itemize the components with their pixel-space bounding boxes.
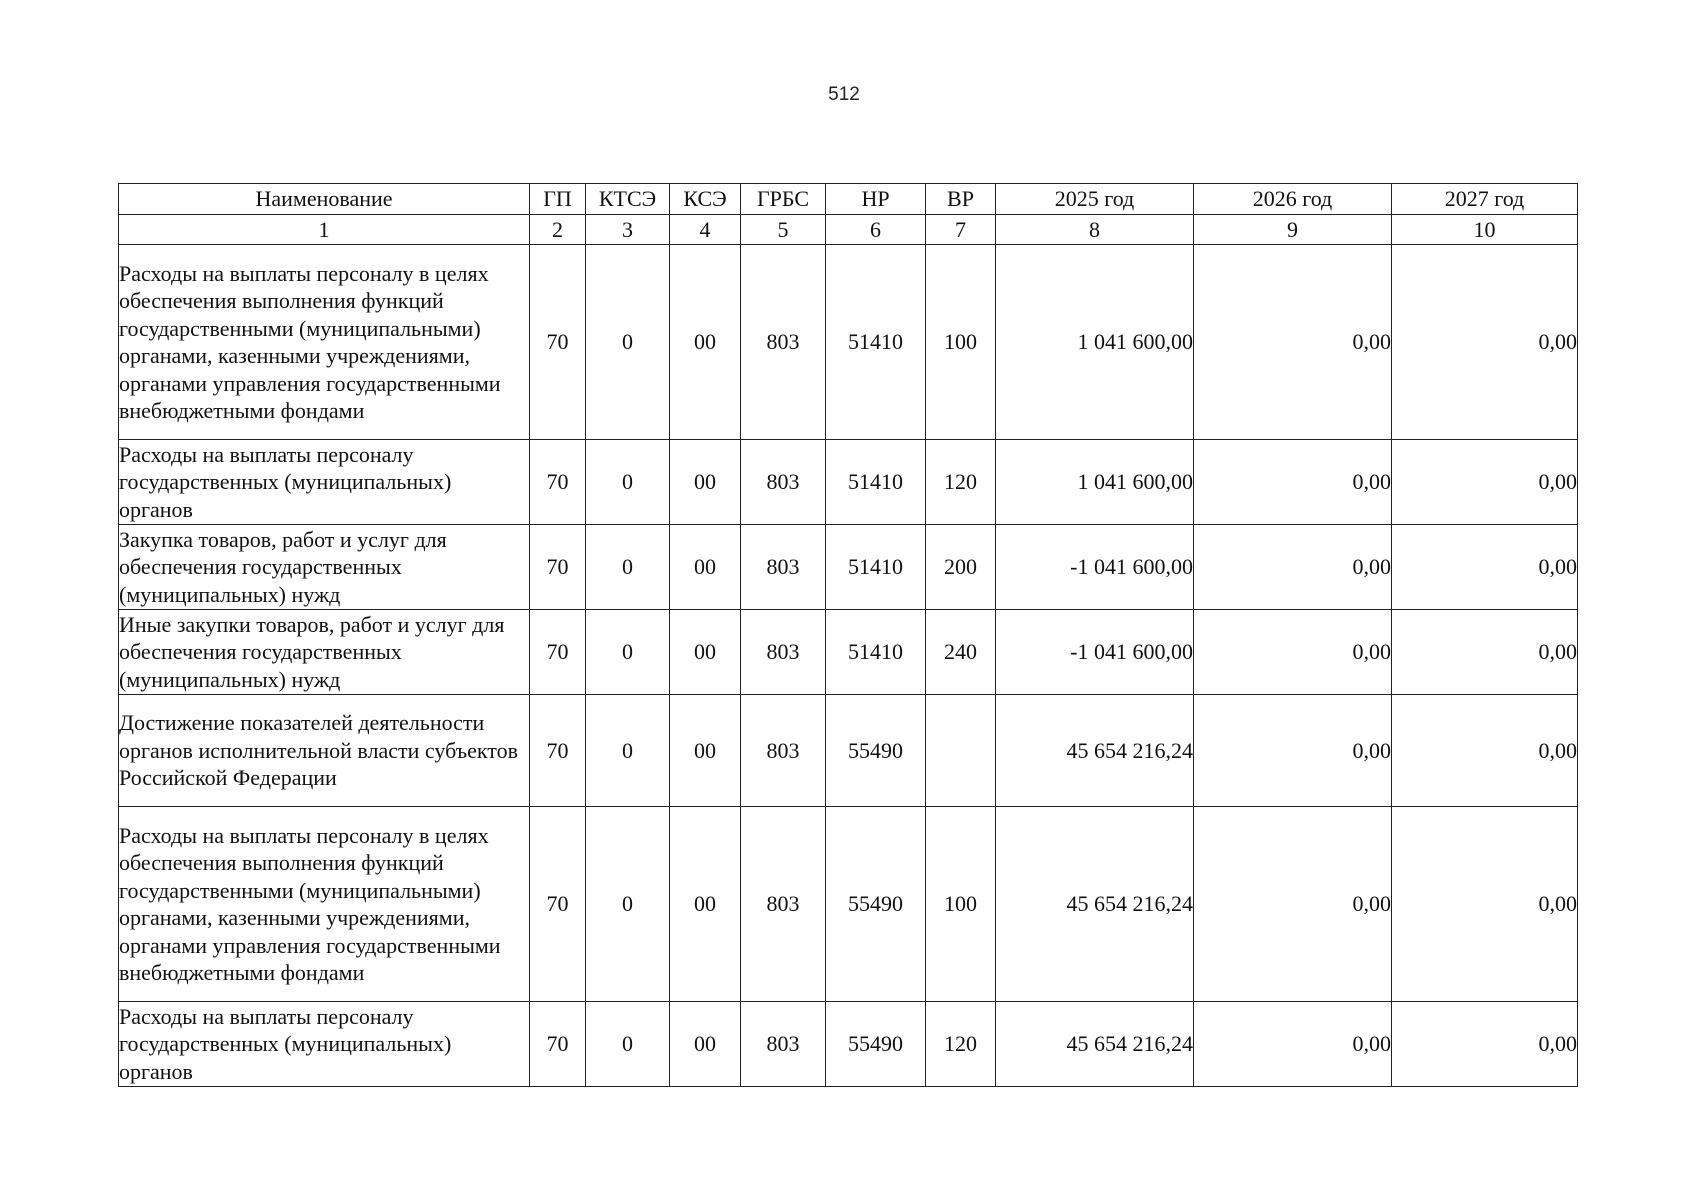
header-grbs: ГРБС [741,184,826,215]
row-gp: 70 [530,245,586,440]
row-name: Расходы на выплаты персоналу в целях обеспечения выполнения функций государственными (муниципальными) органами, казенными учреждениями, органами управления государственными внебюджетными фондами [119,807,530,1002]
row-vr: 100 [926,807,996,1002]
row-kse: 00 [670,525,741,610]
header-row [119,184,1578,215]
row-nr: 55490 [826,807,926,1002]
column-number: 6 [826,215,926,245]
header-ktse: КТСЭ [586,184,670,215]
table-row [119,245,1578,440]
table-row [119,695,1578,807]
row-2026: 0,00 [1194,1002,1392,1087]
row-gp: 70 [530,695,586,807]
row-2026: 0,00 [1194,695,1392,807]
row-2027: 0,00 [1392,1002,1578,1087]
row-vr: 120 [926,440,996,525]
page-number: 512 [828,84,860,105]
row-name: Расходы на выплаты персоналу государственных (муниципальных) органов [119,440,530,525]
table-row [119,440,1578,525]
header-vr: ВР [926,184,996,215]
column-number: 7 [926,215,996,245]
row-vr: 100 [926,245,996,440]
row-2027: 0,00 [1392,245,1578,440]
row-grbs: 803 [741,1002,826,1087]
table-row [119,807,1578,1002]
row-gp: 70 [530,610,586,695]
row-kse: 00 [670,695,741,807]
table-row [119,610,1578,695]
header-2026: 2026 год [1194,184,1392,215]
row-vr: 120 [926,1002,996,1087]
row-name: Закупка товаров, работ и услуг для обеспечения государственных (муниципальных) нужд [119,525,530,610]
row-2025: 45 654 216,24 [996,807,1194,1002]
row-name: Достижение показателей деятельности органов исполнительной власти субъектов Российской Федерации [119,695,530,807]
row-grbs: 803 [741,610,826,695]
row-nr: 51410 [826,440,926,525]
header-2027: 2027 год [1392,184,1578,215]
row-nr: 55490 [826,1002,926,1087]
row-2026: 0,00 [1194,610,1392,695]
row-ktse: 0 [586,245,670,440]
column-number: 1 [119,215,530,245]
row-nr: 55490 [826,695,926,807]
row-nr: 51410 [826,245,926,440]
row-2025: -1 041 600,00 [996,525,1194,610]
row-2027: 0,00 [1392,807,1578,1002]
row-grbs: 803 [741,525,826,610]
row-kse: 00 [670,610,741,695]
row-ktse: 0 [586,807,670,1002]
header-2025: 2025 год [996,184,1194,215]
row-ktse: 0 [586,610,670,695]
row-grbs: 803 [741,695,826,807]
row-kse: 00 [670,807,741,1002]
row-2025: 1 041 600,00 [996,245,1194,440]
row-2025: 1 041 600,00 [996,440,1194,525]
header-gp: ГП [530,184,586,215]
row-gp: 70 [530,807,586,1002]
row-2025: -1 041 600,00 [996,610,1194,695]
row-kse: 00 [670,440,741,525]
row-2026: 0,00 [1194,440,1392,525]
column-number: 8 [996,215,1194,245]
row-gp: 70 [530,1002,586,1087]
row-2025: 45 654 216,24 [996,1002,1194,1087]
row-name: Расходы на выплаты персоналу государственных (муниципальных) органов [119,1002,530,1087]
row-kse: 00 [670,1002,741,1087]
budget-table [118,183,1578,1087]
row-grbs: 803 [741,440,826,525]
column-number: 3 [586,215,670,245]
header-kse: КСЭ [670,184,741,215]
row-2027: 0,00 [1392,610,1578,695]
column-number: 9 [1194,215,1392,245]
column-number: 10 [1392,215,1578,245]
row-ktse: 0 [586,695,670,807]
table-row [119,525,1578,610]
row-ktse: 0 [586,1002,670,1087]
row-vr: 200 [926,525,996,610]
row-2027: 0,00 [1392,525,1578,610]
row-grbs: 803 [741,807,826,1002]
row-2026: 0,00 [1194,245,1392,440]
row-2025: 45 654 216,24 [996,695,1194,807]
row-grbs: 803 [741,245,826,440]
row-2027: 0,00 [1392,440,1578,525]
column-number: 4 [670,215,741,245]
row-name: Иные закупки товаров, работ и услуг для обеспечения государственных (муниципальных) нужд [119,610,530,695]
column-number: 5 [741,215,826,245]
row-kse: 00 [670,245,741,440]
row-name: Расходы на выплаты персоналу в целях обеспечения выполнения функций государственными (муниципальными) органами, казенными учреждениями, органами управления государственными внебюджетными фондами [119,245,530,440]
row-2026: 0,00 [1194,525,1392,610]
column-number-row [119,215,1578,245]
row-nr: 51410 [826,525,926,610]
row-2026: 0,00 [1194,807,1392,1002]
row-nr: 51410 [826,610,926,695]
column-number: 2 [530,215,586,245]
header-nr: НР [826,184,926,215]
row-vr [926,695,996,807]
row-gp: 70 [530,525,586,610]
row-2027: 0,00 [1392,695,1578,807]
header-name: Наименование [119,184,530,215]
row-vr: 240 [926,610,996,695]
row-ktse: 0 [586,525,670,610]
row-gp: 70 [530,440,586,525]
row-ktse: 0 [586,440,670,525]
table-row [119,1002,1578,1087]
